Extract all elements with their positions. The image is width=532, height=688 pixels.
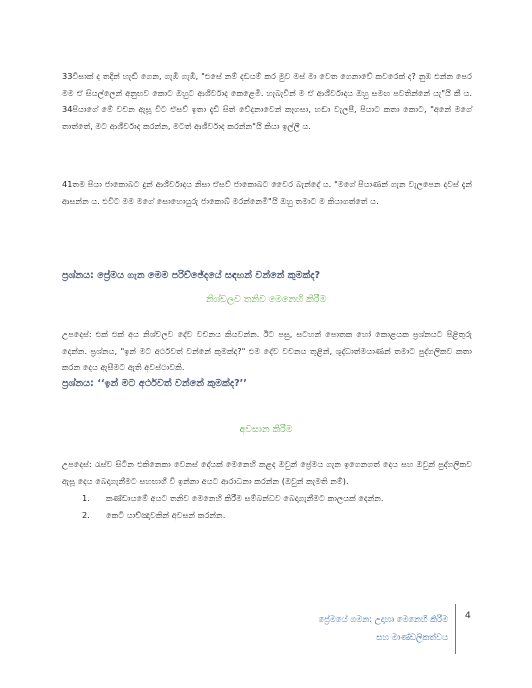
scripture-paragraph-1: 33විසාක් ද තදින් හැඬී ගෙන, ගැඹී ගැඹී, "එසේ නම් දඩයම් කර මුව මස් මා වෙත ගෙනාවේ කවරෙක් ද? නුඹ එන්න පෙර මම ඒ සියල්ලෙන් අනුභව කොට ඔහුට ආශීර්වාද කෙළෙමි. හැබැවින් ම ඒ ආශීර්වාදය ඔහු සමඟ පවතින්නේ යැ"යි කී ය. 34පියාගේ මේ වචන ඇසූ විට ඒසව් ඉතා දැඩි සිත් වේදනාවෙන් කෑගසා, හඬා වැලපී, පියාට කතා කොට, "අනේ මගේ තාත්තේ, මට ආශීර්වාද කරන්න, මටත් ආශීර්වාද කරන්න"යි කියා ඉල්ලී ය. xyxy=(62,71,472,131)
page-number: 4 xyxy=(465,611,471,621)
list-number: 1. xyxy=(82,493,90,503)
question-love: ප්‍රශ්නය: ප්‍රේමය ගැන මෙම පරිච්ඡේදයේ සඳහන් වන්නේ කුමක්ද? xyxy=(62,270,321,281)
footer-title-line2: සහ මාණ්ඩලිකත්වය xyxy=(376,632,448,642)
instructions-closing: උපදෙස්: රැස්ව සිටින එකිනෙකා වෙනස් දේයක් මෙනෙහි කළද ඔවුන් ප්‍රේමය ගැන ඉගෙනගත් දෙය සහ ඔවුන් පුද්ගලිකව ඇසූ දෙය බෙදාගැනීමට සහභාගී වී ඉන්නා අයට ආරාධනා කරන්න (ඔවුන් කැමති නම්). xyxy=(62,459,472,486)
instructions-meditation: උපදෙස්: එක් එක් අය නිශ්චලව දේව වචනය කියවන්න. ඊට පසු, සටහන් පොතක හෝ කොළයක ප්‍රශ්නයට පිළිතුරු දෙන්න. ප්‍රශ්නය, "ඉන් මට අර්ථවත් වන්නේ කුමක්ද?" එම දේව වචනය තුළින්, ශුද්ධාත්මයාණන් තමාට පුද්ගලිකව කතා කරන දෙය ඇසීමට ඇති අවස්ථාවකි. xyxy=(62,329,472,372)
section-heading-closing: අවසාන කිරීම xyxy=(239,424,293,435)
question-meaning: ප්‍රශ්නය: ‘‘ඉන් මට අර්ථවත් වන්නේ කුමක්ද?’’ xyxy=(62,378,247,389)
list-text: කෙටි යාච්ඤාවකින් අවසන් කරන්න. xyxy=(106,510,226,520)
list-number: 2. xyxy=(82,510,90,520)
closing-steps-list xyxy=(82,490,472,524)
list-item xyxy=(82,507,472,524)
list-text: කණ්ඩායමේ අයට තනිව මෙනෙහි කිරීම සම්බන්ධව බෙදාගැනීමට කාලයක් දෙන්න. xyxy=(106,493,384,503)
footer-title-line1: ප්‍රේමයේ ගමන: උදාහෘ මෙනෙහි කිරීම xyxy=(318,614,448,624)
scripture-paragraph-2: 41තම පියා ජාකොබට දුන් ආශීර්වාදය නිසා ඒසව් ජාකොබට වෛර බැන්දේ ය. "මගේ පියාණන් ගැන වැලපෙන දවස් දැන් ආසන්න ය. එවිට මම මගේ සොහොයුරු ජාකොබ් මරන්නෙමි"යි ඔහු තමාට ම කියාගත්තේ ය. xyxy=(62,179,472,206)
list-item xyxy=(82,490,472,507)
section-heading-meditation: නිශ්චලව තනිව මෙනෙහි කිරීම xyxy=(205,294,327,305)
footer-divider xyxy=(455,604,456,654)
